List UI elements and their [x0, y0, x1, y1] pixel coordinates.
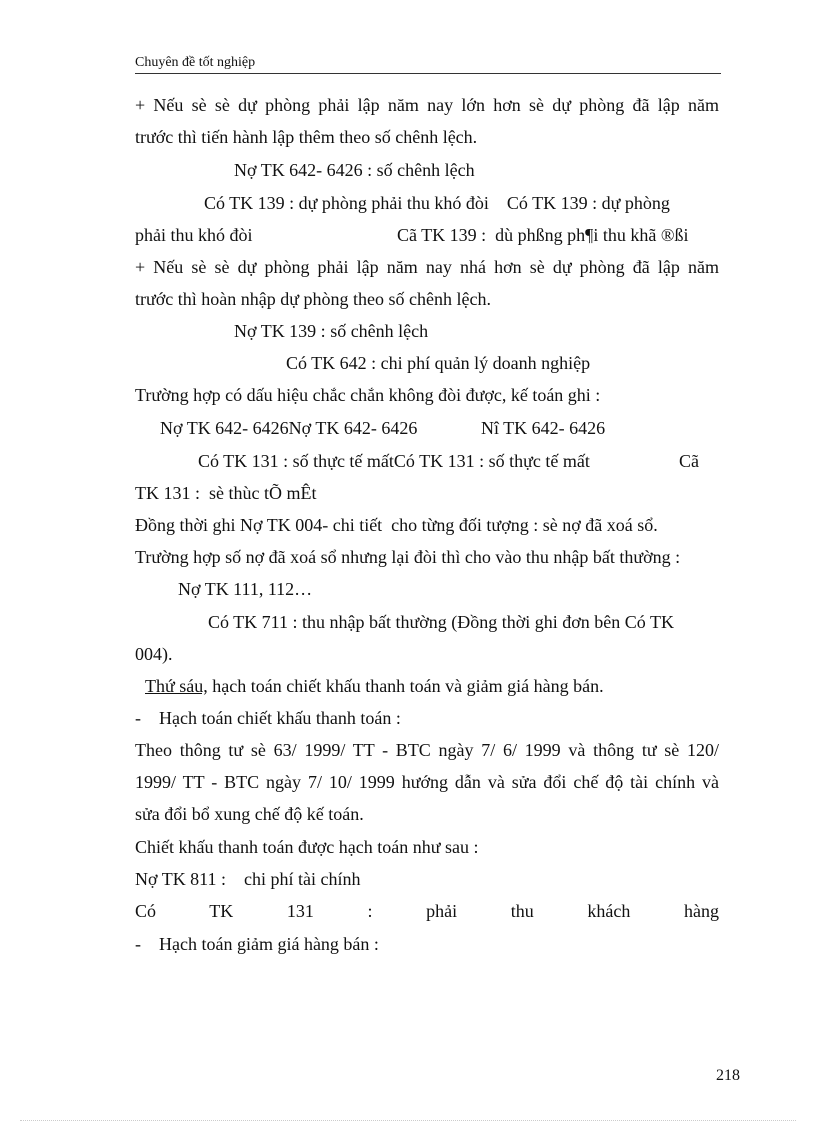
paragraph-line: Chiết khấu thanh toán được hạch toán như sau :	[135, 837, 479, 857]
section-heading	[145, 675, 604, 697]
bullet-item: - Hạch toán chiết khấu thanh toán :	[135, 708, 401, 728]
journal-credit-line: Cã TK 139 : dù phßng ph¶i thu khã ®ßi	[397, 225, 689, 245]
paragraph-line: Trường hợp có dấu hiệu chắc chắn không đòi được, kế toán ghi :	[135, 385, 601, 405]
section-text: hạch toán chiết khấu thanh toán và giảm giá hàng bán.	[207, 676, 604, 696]
paragraph-line: trước thì hoàn nhập dự phòng theo số chênh lệch.	[135, 289, 491, 309]
journal-debit-line: Nợ TK 642- 6426Nợ TK 642- 6426	[160, 418, 418, 438]
journal-credit-line: Có TK 642 : chi phí quản lý doanh nghiệp	[286, 353, 591, 373]
journal-debit-line: Nợ TK 111, 112…	[178, 579, 313, 599]
paragraph-line: 1999/ TT - BTC ngày 7/ 10/ 1999 hướng dẫn và sửa đổi chế độ tài chính và	[135, 772, 719, 792]
paragraph-line: sửa đổi bổ xung chế độ kế toán.	[135, 804, 364, 824]
journal-debit-line: Nợ TK 811 : chi phí tài chính	[135, 869, 361, 889]
section-label: Thứ sáu,	[145, 676, 208, 696]
paragraph-line: + Nếu sè sè dự phòng phải lập năm nay nhá hơn sè dự phòng đã lập năm	[135, 257, 719, 277]
bullet-item: - Hạch toán giảm giá hàng bán :	[135, 934, 379, 954]
journal-credit-line: Có TK 139 : dự phòng phải thu khó đòi Có TK 139 : dự phòng	[204, 193, 670, 213]
paragraph-line: Đồng thời ghi Nợ TK 004- chi tiết cho từng đối tượng : sè nợ đã xoá sổ.	[135, 515, 658, 535]
paragraph-line: Theo thông tư sè 63/ 1999/ TT - BTC ngày 7/ 6/ 1999 và thông tư sè 120/	[135, 740, 719, 760]
paragraph-line: + Nếu sè sè dự phòng phải lập năm nay lớn hơn sè dự phòng đã lập năm	[135, 95, 719, 115]
journal-debit-line: Nợ TK 642- 6426 : số chênh lệch	[234, 160, 475, 180]
bottom-divider	[20, 1120, 796, 1121]
journal-debit-line: Nî TK 642- 6426	[481, 418, 606, 438]
journal-credit-line: Cã	[679, 451, 699, 471]
journal-debit-line: Nợ TK 139 : số chênh lệch	[234, 321, 429, 341]
journal-credit-line: Có TK 711 : thu nhập bất thường (Đồng thời ghi đơn bên Có TK	[208, 612, 674, 632]
paragraph-line: phải thu khó đòi	[135, 225, 253, 245]
journal-credit-line: Có TK 131 : phải thu khách hàng	[135, 901, 719, 921]
paragraph-line: TK 131 : sè thùc tÕ mÊt	[135, 483, 317, 503]
paragraph-line: trước thì tiến hành lập thêm theo số chênh lệch.	[135, 127, 478, 147]
paragraph-line: 004).	[135, 644, 173, 664]
page-number: 218	[716, 1067, 740, 1084]
page-header: Chuyên đề tốt nghiệp	[135, 54, 721, 74]
journal-credit-line: Có TK 131 : số thực tế mấtCó TK 131 : số thực tế mất	[198, 451, 590, 471]
paragraph-line: Trường hợp số nợ đã xoá sổ nhưng lại đòi thì cho vào thu nhập bất thường :	[135, 547, 681, 567]
